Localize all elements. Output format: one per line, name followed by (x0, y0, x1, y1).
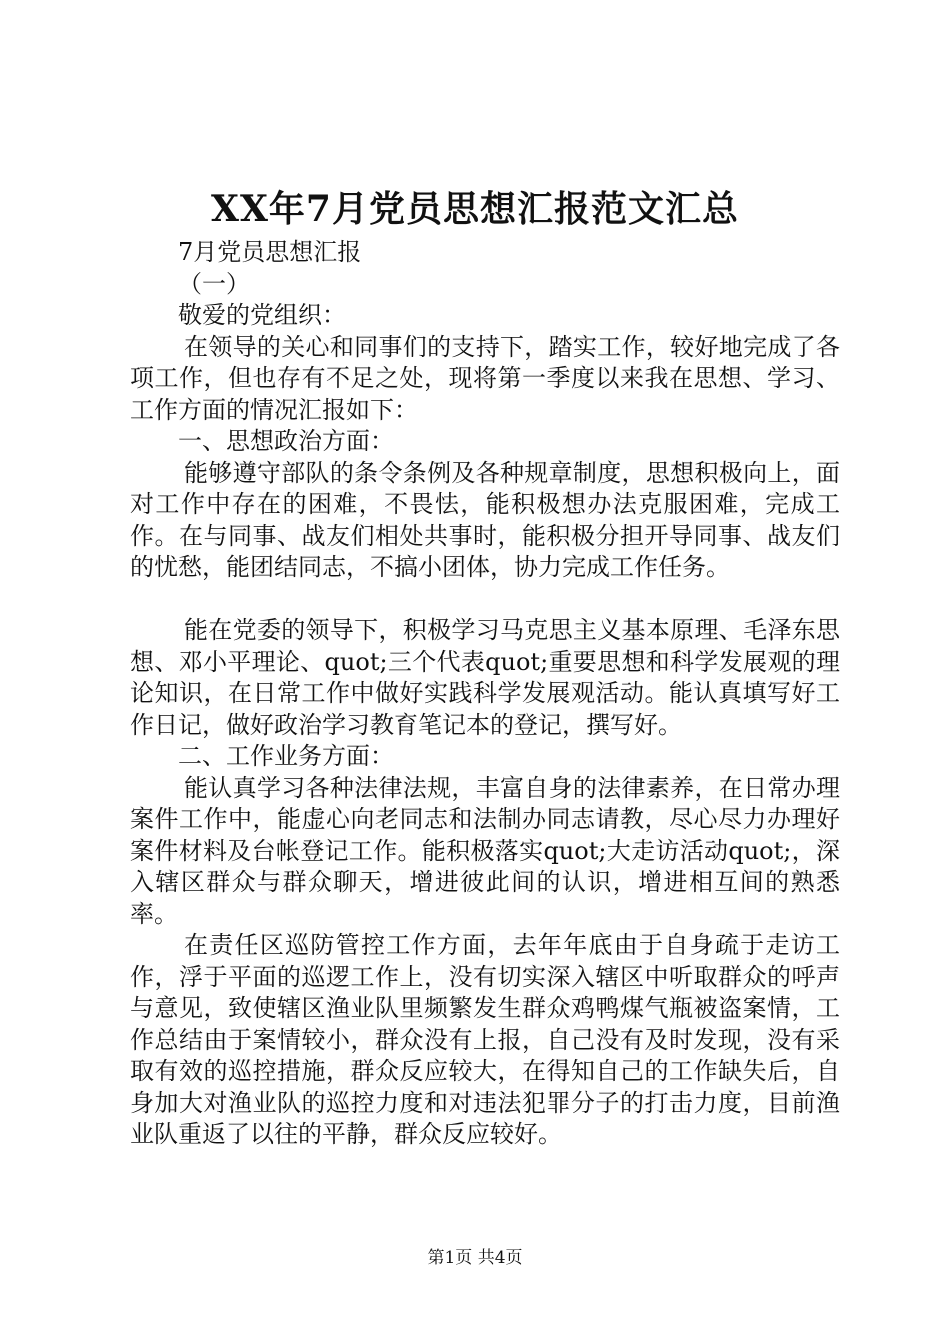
paragraph: 能够遵守部队的条令条例及各种规章制度，思想积极向上，面对工作中存在的困难，不畏怯，能积极想办法克服困难，完成工作。在与同事、战友们相处共事时，能积极分担开导同事、战友们的忧愁，能团结同志，不搞小团体，协力完成工作任务。 (130, 458, 840, 581)
paragraph: 能在党委的领导下，积极学习马克思主义基本原理、毛泽东思想、邓小平理论、quot;三个代表quot;重要思想和科学发展观的理论知识，在日常工作中做好实践科学发展观活动。能认真填写好工作日记，做好政治学习教育笔记本的登记，撰写好。 (130, 616, 840, 739)
section-number: （一） (178, 269, 250, 298)
section-heading: 二、工作业务方面： (178, 742, 394, 770)
page-footer: 第1页 共4页 (427, 1248, 523, 1268)
paragraph: 能认真学习各种法律法规，丰富自身的法律素养，在日常办理案件工作中，能虚心向老同志和法制办同志请教，尽心尽力办理好案件材料及台帐登记工作。能积极落实quot;大走访活动quot;，深入辖区群众与群众聊天，增进彼此间的认识，增进相互间的熟悉率。 (130, 773, 840, 928)
document-title: XX年7月党员思想汇报范文汇总 (211, 188, 739, 230)
section-heading: 一、思想政治方面： (178, 427, 394, 455)
paragraph: 在责任区巡防管控工作方面，去年年底由于自身疏于走访工作，浮于平面的巡逻工作上，没有切实深入辖区中听取群众的呼声与意见，致使辖区渔业队里频繁发生群众鸡鸭煤气瓶被盗案情，工作总结由于案情较小，群众没有上报，自己没有及时发现，没有采取有效的巡控措施，群众反应较大，在得知自己的工作缺失后，自身加大对渔业队的巡控力度和对违法犯罪分子的打击力度，目前渔业队重返了以往的平静，群众反应较好。 (130, 931, 840, 1148)
document-subtitle: 7月党员思想汇报 (178, 238, 362, 266)
paragraph-spacer (130, 584, 840, 616)
paragraph: 在领导的关心和同事们的支持下，踏实工作，较好地完成了各项工作，但也存有不足之处，现将第一季度以来我在思想、学习、工作方面的情况汇报如下： (130, 332, 840, 424)
salutation: 敬爱的党组织： (178, 301, 346, 329)
document-body (130, 237, 840, 1151)
